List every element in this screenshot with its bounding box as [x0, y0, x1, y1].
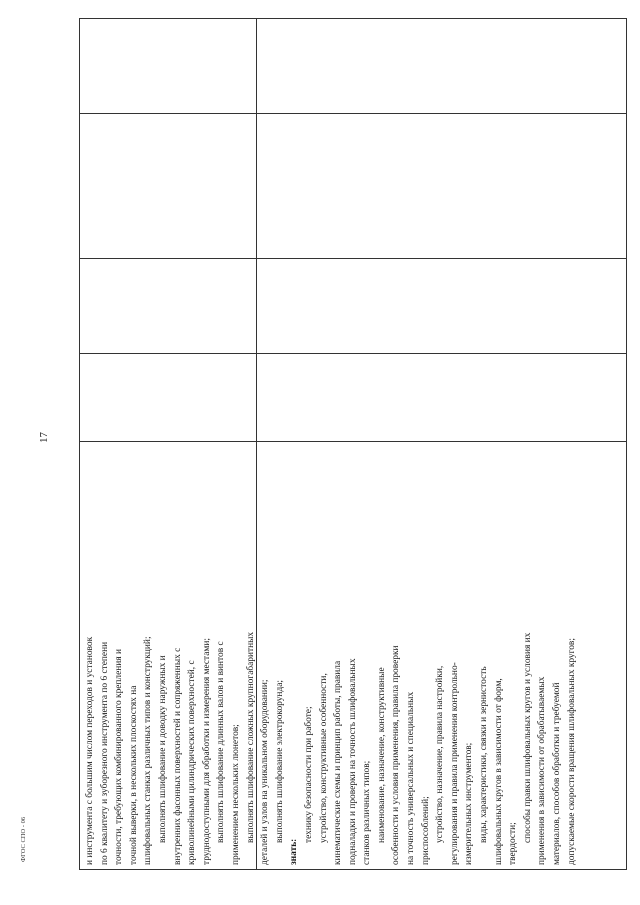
text-line: знать:	[289, 838, 300, 865]
text-line: применением нескольких люнетов;	[230, 724, 241, 865]
text-line: приспособлений;	[420, 796, 431, 865]
text-line: шлифовальных кругов в зависимости от форм,	[493, 678, 504, 865]
text-line: труднодоступными для обработки и измерения местами;	[201, 638, 212, 865]
text-line: точности, требующих комбинированного крепления и	[114, 649, 125, 865]
text-line: по 6 квалитету и зуборезного инструмента по 6 степени	[99, 641, 110, 865]
row-divider	[80, 113, 626, 114]
text-line: способы правки шлифовальных кругов и условия их	[522, 632, 533, 843]
text-line: на точность универсальных и специальных	[406, 691, 417, 865]
page-number: 17	[38, 432, 50, 443]
text-line: допускаемые скорости вращения шлифовальных кругов;	[566, 638, 577, 865]
text-line: выполнять шлифование сложных крупногабаритных	[245, 631, 256, 843]
text-line: твердости;	[508, 822, 519, 865]
text-line: применения в зависимости от обрабатываемых	[537, 676, 548, 865]
text-line: станков различных типов;	[362, 760, 373, 865]
text-line: кинематические схемы и принцип работы, правила	[333, 660, 344, 865]
text-line: особенности и условия применения, правила проверки	[391, 645, 402, 865]
text-line: наименование, назначение, конструктивные	[376, 667, 387, 843]
text-line: шлифовальных станках различных типов и конструкций;	[143, 636, 154, 865]
text-line: криволинейными цилиндрических поверхностей, с	[187, 660, 198, 865]
text-line: технику безопасности при работе;	[303, 706, 314, 843]
row-divider	[80, 258, 626, 259]
text-line: деталей и узлов на уникальном оборудовании;	[260, 679, 271, 865]
text-line: устройство, назначение, правила настройки,	[435, 665, 446, 843]
text-line: выполнять шлифование и доводку наружных и	[157, 655, 168, 843]
competency-text-cell	[80, 441, 628, 871]
text-line: точной выверки, в нескольких плоскостях на	[128, 685, 139, 865]
text-line: виды, характеристики, связки и зернистость	[479, 666, 490, 843]
text-line: подналадки и проверки на точность шлифовальных	[347, 658, 358, 865]
text-line: внутренних фасонных поверхностей и сопряженных с	[172, 647, 183, 865]
text-line: и инструмента с большим числом переходов и установок	[85, 636, 95, 865]
text-line: материалов, способов обработки и требуемой	[552, 682, 562, 865]
text-line: регулирования и правила применения контрольно-	[449, 662, 460, 865]
competency-text	[80, 441, 628, 871]
text-line: устройство, конструктивные особенности,	[318, 673, 329, 843]
text-line: измерительных инструментов;	[464, 742, 475, 865]
text-line: выполнять шлифование электрокорунда;	[274, 680, 285, 843]
footer-code: ФГОС СПО - 06	[20, 816, 27, 862]
text-line: выполнять шлифование длинных валов и винтов с	[216, 641, 227, 843]
row-divider	[80, 353, 626, 354]
content-table	[79, 18, 627, 870]
